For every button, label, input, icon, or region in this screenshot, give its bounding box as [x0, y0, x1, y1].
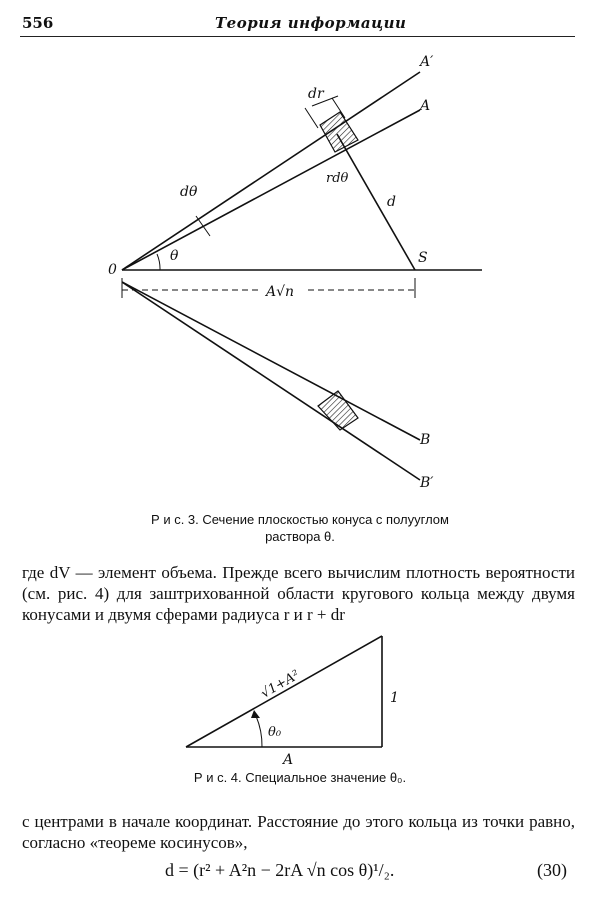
label-base: A — [283, 752, 294, 768]
ray-a-prime — [122, 72, 420, 270]
figure-3-caption — [80, 511, 520, 545]
angle-arc — [256, 716, 262, 747]
figure-4 — [0, 630, 600, 770]
ray-a — [122, 110, 420, 270]
page-number: 556 — [22, 14, 54, 32]
ray-b — [122, 282, 420, 440]
angle-arrow — [251, 710, 260, 718]
label-rdtheta: rdθ — [326, 171, 349, 186]
figure-3-caption-line1: Р и с. 3. Сечение плоскостью конуса с полууглом — [151, 512, 449, 527]
equation-30: d = (r² + A²n − 2rA √n cos θ)¹/₂. — [165, 860, 395, 880]
dtheta-arrow — [196, 216, 210, 236]
theta-arc — [157, 254, 160, 270]
label-theta: θ — [170, 248, 179, 264]
paragraph-1: где dV — элемент объема. Прежде всего вычислим плотность вероятности (см. рис. 4) для заштрихованной области кругового кольца между двумя конусами и двумя сферами радиуса r и r + dr — [22, 563, 575, 624]
label-b: B — [420, 432, 431, 448]
equation-number: (30) — [537, 860, 567, 880]
triangle-hypotenuse — [186, 636, 382, 747]
label-dr: dr — [308, 86, 324, 102]
dr-tick-left — [305, 108, 318, 128]
label-a: A — [420, 98, 431, 114]
label-origin: 0 — [108, 262, 117, 278]
running-title: Теория информации — [215, 14, 407, 32]
label-d: d — [387, 194, 396, 210]
label-b-prime: B′ — [420, 475, 434, 491]
header-rule — [20, 36, 575, 37]
label-side: 1 — [390, 690, 399, 706]
label-angle: θ₀ — [268, 725, 282, 740]
label-s: S — [418, 250, 428, 266]
label-hypotenuse: √1+A² — [258, 667, 303, 702]
label-distance: A√n — [266, 284, 295, 300]
paragraph-2: с центрами в начале координат. Расстояние до этого кольца из точки равно, согласно «теореме косинусов», — [22, 812, 575, 852]
ray-b-prime — [122, 282, 420, 480]
segment-d — [337, 134, 415, 270]
figure-3 — [0, 40, 600, 510]
label-a-prime: A′ — [420, 54, 434, 70]
hatched-region-lower — [318, 391, 358, 430]
figure-3-caption-line2: раствора θ. — [265, 529, 335, 544]
figure-4-caption: Р и с. 4. Специальное значение θ₀. — [193, 770, 407, 785]
label-dtheta: dθ — [180, 184, 198, 200]
